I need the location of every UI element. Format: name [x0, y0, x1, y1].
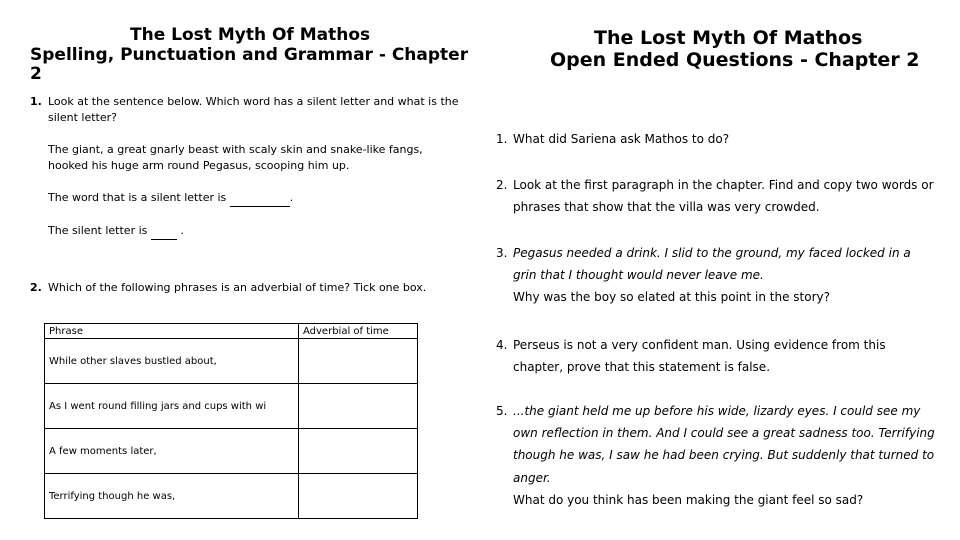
quote-text: Pegasus needed a drink. I slid to the ground, my faced locked in a grin that I thought would never leave me. [513, 246, 911, 283]
open-question-5 [496, 400, 936, 511]
phrase-cell: While other slaves bustled about, [45, 339, 299, 384]
phrase-cell: A few moments later, [45, 429, 299, 474]
answer-line-word [48, 190, 460, 207]
spag-question-2 [30, 280, 460, 296]
question-text: Why was the boy so elated at this point in the story? [513, 290, 830, 305]
adverbial-table [44, 323, 418, 519]
spag-title [30, 26, 470, 85]
table-row [45, 384, 418, 429]
table-header-adverbial: Adverbial of time [299, 324, 418, 339]
question-text: Look at the first paragraph in the chapter. Find and copy two words or phrases that show that the villa was very crowded. [513, 178, 934, 215]
question-text: Which of the following phrases is an adverbial of time? Tick one box. [48, 281, 427, 294]
table-row [45, 429, 418, 474]
answer-blank-letter[interactable] [151, 223, 177, 240]
open-title [550, 28, 920, 72]
spag-question-1 [30, 94, 460, 240]
table-header-phrase: Phrase [45, 324, 299, 339]
tick-box[interactable] [299, 429, 418, 474]
answer-prompt: The word that is a silent letter is [48, 190, 227, 204]
answer-prompt: The silent letter is [48, 223, 148, 237]
tick-box[interactable] [299, 474, 418, 519]
answer-line-letter [48, 223, 460, 240]
question-number: 3. [496, 246, 508, 260]
open-title-line2: Open Ended Questions - Chapter 2 [550, 48, 920, 71]
spag-title-line1: The Lost Myth Of Mathos [130, 25, 371, 45]
spag-worksheet [0, 0, 470, 540]
tick-box[interactable] [299, 384, 418, 429]
open-question-2 [496, 174, 936, 218]
table-row [45, 339, 418, 384]
question-text: What do you think has been making the giant feel so sad? [513, 492, 864, 507]
phrase-cell: As I went round filling jars and cups with wi [45, 384, 299, 429]
question-number: 5. [496, 404, 508, 418]
answer-period: . [180, 223, 184, 237]
open-question-4 [496, 334, 936, 378]
question-text: What did Sariena ask Mathos to do? [513, 132, 730, 146]
spag-title-line2: Spelling, Punctuation and Grammar - Chapter 2 [30, 44, 469, 85]
question-text: Perseus is not a very confident man. Using evidence from this chapter, prove that this statement is false. [513, 338, 886, 375]
question-number: 4. [496, 338, 508, 352]
question-text: Look at the sentence below. Which word has a silent letter and what is the silent letter? [48, 95, 459, 124]
open-title-line1: The Lost Myth Of Mathos [594, 27, 863, 49]
table-row [45, 474, 418, 519]
tick-box[interactable] [299, 339, 418, 384]
example-sentence: The giant, a great gnarly beast with scaly skin and snake-like fangs, hooked his huge arm round Pegasus, scooping him up. [48, 142, 423, 172]
open-question-1 [496, 128, 936, 150]
question-number: 2. [496, 178, 508, 192]
question-number: 1. [30, 95, 42, 108]
question-number: 2. [30, 281, 42, 294]
answer-blank-word[interactable] [230, 190, 290, 207]
open-question-3 [496, 242, 936, 309]
answer-period: . [289, 190, 294, 204]
phrase-cell: Terrifying though he was, [45, 474, 299, 519]
quote-text: ...the giant held me up before his wide, lizardy eyes. I could see my own reflection in them. And I could see a great sadness too. Terrifying though he was, I saw he had been crying. But suddenly that turned to anger. [513, 404, 935, 485]
question-number: 1. [496, 132, 508, 146]
